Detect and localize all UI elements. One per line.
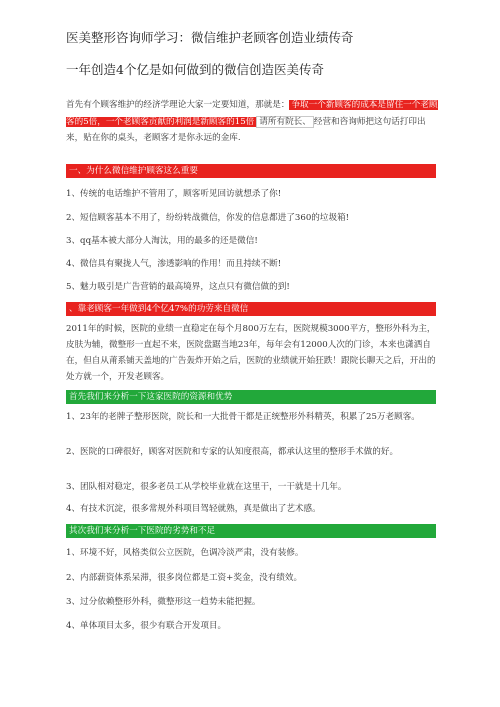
list-item: 3、团队相对稳定，很多老员工从学校毕业就在这里干，一干就是十几年。 <box>66 482 347 492</box>
intro-text: 首先有个顾客维护的经济学理论大家一定要知道，那就是： <box>66 100 290 110</box>
list-item: 3、过分依赖整形外科，微整形这一趋势未能把握。 <box>66 597 261 607</box>
intro-highlight: 争取一个新顾客的成本是留住一个老顾客的5倍，一个老顾客贡献的利润是新顾客的15倍 <box>66 100 438 127</box>
intro-paragraph <box>66 97 438 147</box>
sub-title: 一年创造4个亿是如何做到的微信创造医美传奇 <box>66 62 324 77</box>
section-header-weaknesses: 其次我们来分析一下医院的劣势和不足 <box>66 524 436 538</box>
list-item: 4、微信具有聚拢人气，渗透影响的作用！而且持续不断! <box>66 259 282 269</box>
intro-text-continued: 经营和咨询师把这句话打印出来，贴在你的桌头，老顾客才是你永远的金库. <box>66 116 426 143</box>
section-header-importance: 一、为什么微信维护顾客这么重要 <box>66 164 436 178</box>
list-item: 2、短信顾客基本不用了，纷纷转战微信，你发的信息都进了360的垃圾箱! <box>66 213 350 223</box>
section-header-advantages: 首先我们来分析一下这家医院的资源和优势 <box>66 390 436 404</box>
main-title: 医美整形咨询师学习：微信维护老顾客创造业绩传奇 <box>66 30 354 45</box>
section-header-case: 、靠老顾客一年做到4个亿47%的功劳来自微信 <box>66 302 436 316</box>
list-item: 4、单体项目太多，很少有联合开发项目。 <box>66 621 227 631</box>
intro-boxed-text: 请所有院长、 <box>256 116 314 128</box>
list-item: 1、传统的电话维护不管用了，顾客听见回访就想杀了你! <box>66 189 282 199</box>
list-item: 3、qq基本被大部分人淘汰，用的最多的还是微信! <box>66 236 258 246</box>
list-item: 1、23年的老牌子整形医院，院长和一大批骨干都是正统整形外科精英，积累了25万老顾客。 <box>66 412 420 422</box>
list-item: 2、内部薪资体系呆滞，很多岗位都是工资+奖金，没有绩效。 <box>66 573 303 583</box>
list-item: 1、环境不好，风格类似公立医院，色调冷淡严肃，没有装修。 <box>66 548 304 558</box>
list-item: 4、有技术沉淀，很多常规外科项目驾轻就熟，真是做出了艺术感。 <box>66 504 321 514</box>
case-paragraph: 2011年的时候，医院的业绩一直稳定在每个月800万左右，医院规模3000平方，整形外科为主，皮肤为辅，微整形一直起不来，医院盘踞当地23年，每年会有12000人次的门诊，本来也潇洒自在，但自从莆系铺天盖地的广告轰炸开始之后，医院的业绩就开始狂跌！跟院长聊天之后，开出的处方就一个，开发老顾客。 <box>66 324 436 382</box>
list-item: 2、医院的口碑很好，顾客对医院和专家的认知度很高，都承认这里的整形手术做的好。 <box>66 447 399 457</box>
list-item: 5、魅力吸引是广告营销的最高境界，这点只有微信做的到! <box>66 282 290 292</box>
